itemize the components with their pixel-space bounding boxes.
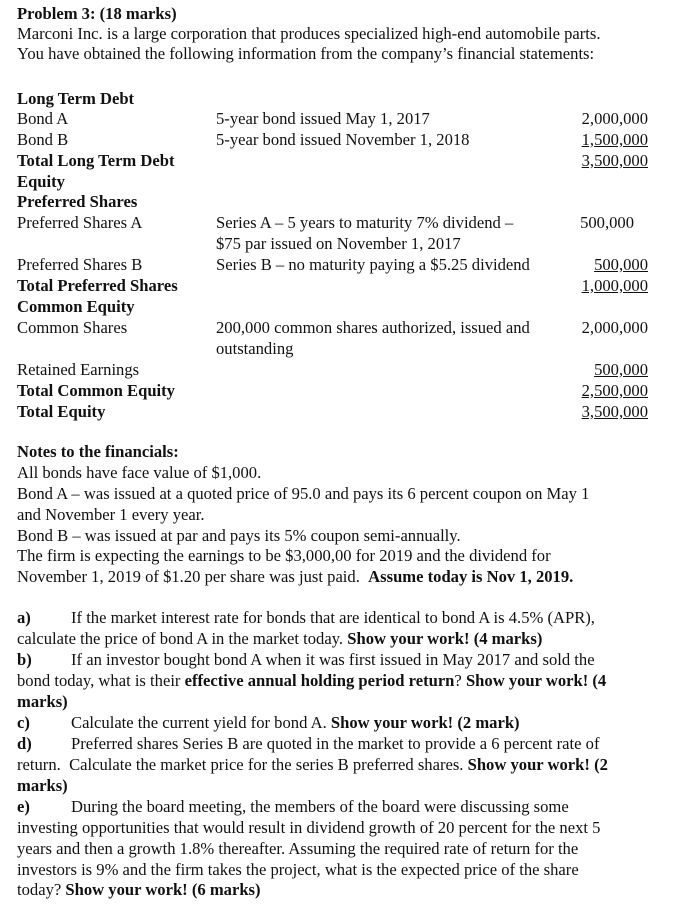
question-b-text-1: If an investor bought bond A when it was first issued in May 2017 and sold the <box>71 650 595 669</box>
question-d-line-3: marks) <box>17 776 68 795</box>
notes-line-6 <box>17 567 573 588</box>
question-c-line-1 <box>17 713 520 734</box>
common-shares-desc-line-2: outstanding <box>216 339 294 358</box>
question-b-text-2c: ? <box>454 671 466 690</box>
preferred-shares-a-label: Preferred Shares A <box>17 213 143 232</box>
intro-line-2: You have obtained the following information from the company’s financial statements: <box>17 44 595 63</box>
preferred-shares-b-value-text: 500,000 <box>594 255 648 274</box>
notes-line-3: and November 1 every year. <box>17 505 205 524</box>
common-shares-desc-line-1: 200,000 common shares authorized, issued and <box>216 318 530 337</box>
question-d-line-2 <box>17 755 608 776</box>
question-e-line-5 <box>17 880 261 901</box>
question-e-marks: Show your work! (6 marks) <box>65 880 261 899</box>
question-b-emphasis: effective annual holding period return <box>184 671 455 690</box>
preferred-shares-b-value <box>528 255 648 276</box>
total-equity-label: Total Equity <box>17 402 106 421</box>
question-b-line-3: marks) <box>17 692 68 711</box>
bond-a-label: Bond A <box>17 109 69 128</box>
assume-today-statement: Assume today is Nov 1, 2019. <box>368 567 574 586</box>
problem-title: Problem 3: (18 marks) <box>17 4 177 23</box>
total-long-term-debt-value <box>528 151 648 172</box>
question-b-line-1 <box>17 650 595 671</box>
question-d-text-1: Preferred shares Series B are quoted in the market to provide a 6 percent rate of <box>71 734 600 753</box>
total-long-term-debt-value-text: 3,500,000 <box>581 151 648 170</box>
question-e-line-3: years and then a growth 1.8% thereafter. Assuming the required rate of return for the <box>17 839 579 858</box>
preferred-shares-heading: Preferred Shares <box>17 192 138 211</box>
preferred-shares-a-value: 500,000 <box>580 213 634 232</box>
notes-line-4: Bond B – was issued at par and pays its 5% coupon semi-annually. <box>17 526 461 545</box>
question-b-label: b) <box>17 650 32 669</box>
bond-b-value-text: 1,500,000 <box>581 130 648 149</box>
intro-line-1: Marconi Inc. is a large corporation that produces specialized high-end automobile parts. <box>17 24 601 43</box>
question-a-marks: Show your work! (4 marks) <box>347 629 543 648</box>
total-preferred-shares-value-text: 1,000,000 <box>581 276 648 295</box>
preferred-shares-b-label: Preferred Shares B <box>17 255 143 274</box>
total-common-equity-label: Total Common Equity <box>17 381 175 400</box>
bond-a-value: 2,000,000 <box>581 109 648 128</box>
common-equity-heading: Common Equity <box>17 297 135 316</box>
total-equity-value <box>528 402 648 423</box>
long-term-debt-heading: Long Term Debt <box>17 89 135 108</box>
question-b-line-2 <box>17 671 606 692</box>
retained-earnings-value <box>528 360 648 381</box>
question-a-line-1 <box>17 608 595 629</box>
question-b-marks: Show your work! (4 <box>465 671 607 690</box>
bond-a-description: 5-year bond issued May 1, 2017 <box>216 109 430 128</box>
preferred-shares-a-desc-line-1: Series A – 5 years to maturity 7% dividend – <box>216 213 514 232</box>
retained-earnings-label: Retained Earnings <box>17 360 140 379</box>
question-a-line-2 <box>17 629 542 650</box>
total-common-equity-value-text: 2,500,000 <box>581 381 648 400</box>
notes-line-1: All bonds have face value of $1,000. <box>17 463 262 482</box>
bond-b-value <box>528 130 648 151</box>
question-e-line-1 <box>17 797 569 818</box>
total-equity-value-text: 3,500,000 <box>581 402 648 421</box>
common-shares-value: 2,000,000 <box>581 318 648 337</box>
question-e-line-4: investors is 9% and the firm takes the project, what is the expected price of the share <box>17 860 579 879</box>
question-d-text-2: return. Calculate the market price for the series B preferred shares. <box>17 755 468 774</box>
question-c-marks: Show your work! (2 mark) <box>330 713 520 732</box>
question-e-text-5: today? <box>17 880 66 899</box>
total-preferred-shares-label: Total Preferred Shares <box>17 276 178 295</box>
question-c-label: c) <box>17 713 30 732</box>
question-d-label: d) <box>17 734 32 753</box>
question-c-text-1: Calculate the current yield for bond A. <box>71 713 331 732</box>
question-a-label: a) <box>17 608 31 627</box>
total-preferred-shares-value <box>528 276 648 297</box>
preferred-shares-b-desc: Series B – no maturity paying a $5.25 dividend <box>216 255 530 274</box>
retained-earnings-value-text: 500,000 <box>594 360 648 379</box>
notes-line-6-text: November 1, 2019 of $1.20 per share was just paid. <box>17 567 369 586</box>
preferred-shares-a-desc-line-2: $75 par issued on November 1, 2017 <box>216 234 461 253</box>
bond-b-label: Bond B <box>17 130 69 149</box>
equity-heading: Equity <box>17 172 65 191</box>
total-common-equity-value <box>528 381 648 402</box>
notes-line-2: Bond A – was issued at a quoted price of 95.0 and pays its 6 percent coupon on May 1 <box>17 484 590 503</box>
question-a-text-2: calculate the price of bond A in the market today. <box>17 629 348 648</box>
notes-line-5: The firm is expecting the earnings to be $3,000,00 for 2019 and the dividend for <box>17 546 551 565</box>
question-e-text-1: During the board meeting, the members of the board were discussing some <box>71 797 569 816</box>
notes-heading: Notes to the financials: <box>17 442 179 461</box>
bond-b-description: 5-year bond issued November 1, 2018 <box>216 130 470 149</box>
question-d-marks: Show your work! (2 <box>467 755 608 774</box>
question-e-line-2: investing opportunities that would result in dividend growth of 20 percent for the next 5 <box>17 818 601 837</box>
question-a-text-1: If the market interest rate for bonds that are identical to bond A is 4.5% (APR), <box>71 608 595 627</box>
question-d-line-1 <box>17 734 599 755</box>
total-long-term-debt-label: Total Long Term Debt <box>17 151 175 170</box>
question-b-text-2a: bond today, what is their <box>17 671 185 690</box>
question-e-label: e) <box>17 797 30 816</box>
common-shares-label: Common Shares <box>17 318 128 337</box>
